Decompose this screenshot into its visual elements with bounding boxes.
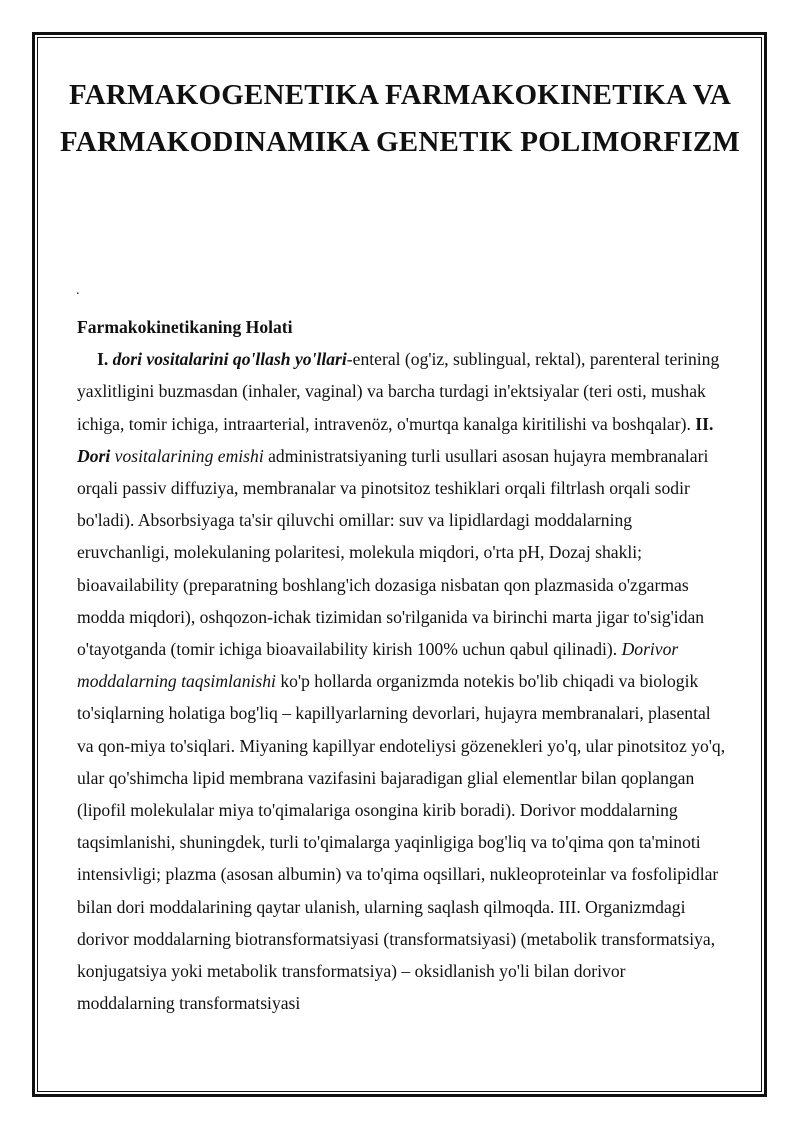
paragraph-text-1: -enteral (og'iz, sublingual, rektal), parenteral terining yaxlitligini buzmasdan (inhaler, vaginal) va barcha turdagi in'ektsiyalar (teri osti, mushak ichiga, tomir ichiga, intraarterial, intravenöz, o'murtqa kanalga kiritilishi va boshqalar). — [77, 349, 720, 434]
emphasis-administration-routes: dori vositalarini qo'llash yo'llari — [112, 349, 347, 370]
roman-numeral-2: II. — [695, 413, 714, 434]
bullet-dot: . — [76, 283, 80, 298]
paragraph-text-2: administratsiyaning turli usullari asosan hujayra membranalari orqali passiv diffuziya, membranalar va pinotsitoz teshiklari orqali filtrlash orqali sodir bo'ladi). Absorbsiyaga ta'sir qiluvchi omillar: suv va lipidlardagi moddalarning eruvchanligi, molekulaning polaritesi, molekula miqdori, o'rta pH, Dozaj shakli; bioavailability (preparatning boshlang'ich dozasiga nisbatan qon plazmasida o'zgarmas modda miqdori), oshqozon-ichak tizimidan so'rilganida va birinchi marta jigar to'sig'idan o'tayotganda (tomir ichiga bioavailability kirish 100% uchun qabul qilinadi). — [77, 445, 709, 660]
emphasis-dori: Dori — [77, 445, 111, 466]
body-paragraph — [77, 343, 727, 1019]
document-body — [77, 311, 727, 1019]
emphasis-absorption: vositalarining emishi — [110, 445, 264, 466]
roman-numeral-1: I. — [97, 349, 113, 370]
document-title: FARMAKOGENETIKA FARMAKOKINETIKA VA FARMAKODINAMIKA GENETIK POLIMORFIZM — [60, 79, 740, 158]
emphasis-distribution: Dorivor moddalarning taqsimlanishi — [77, 639, 679, 692]
paragraph-text-3: ko'p hollarda organizmda notekis bo'lib chiqadi va biologik to'siqlarning holatiga bog'liq – kapillyarlarning devorlari, hujayra membranalari, plasental va qon-miya to'siqlari. Miyaning kapillyar endoteliysi gözenekleri yo'q, ular pinotsitoz yo'q, ular qo'shimcha lipid membrana vazifasini bajaradigan glial elementlar bilan qoplangan (lipofil molekulalar miya to'qimalariga osongina kirib boradi). Dorivor moddalarning taqsimlanishi, shuningdek, turli to'qimalarga yaqinligiga bog'liq va to'qima qon ta'minoti intensivligi; plazma (asosan albumin) va to'qima oqsillari, nukleoproteinlar va fosfolipidlar bilan dori moddalarining qaytar ulanish, ularning saqlash qilmoqda. III. Organizmdagi dorivor moddalarning biotransformatsiyasi (transformatsiyasi) (metabolik transformatsiya, konjugatsiya yoki metabolik transformatsiya) – oksidlanish yo'li bilan dorivor moddalarning transformatsiyasi — [77, 671, 726, 1014]
section-heading: Farmakokinetikaning Holati — [77, 317, 293, 337]
